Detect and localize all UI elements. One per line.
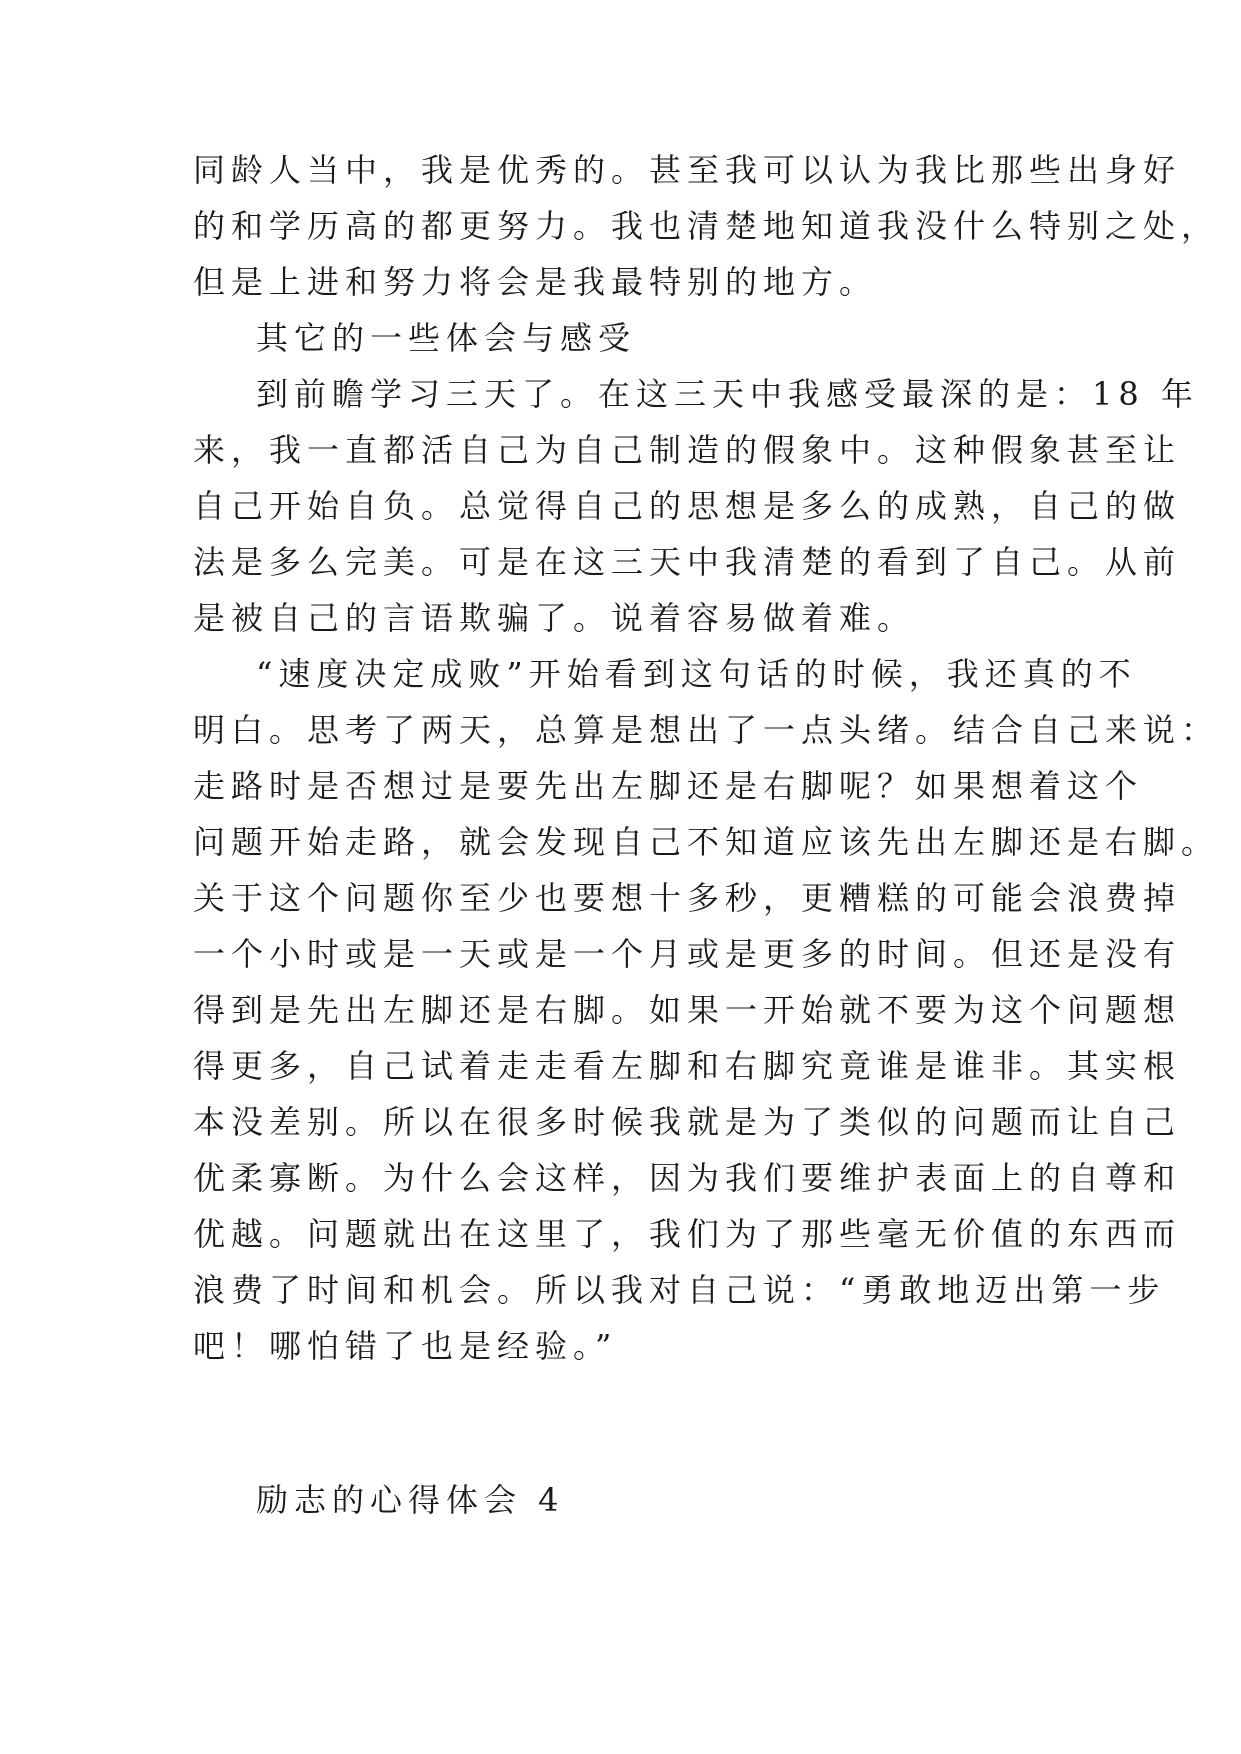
text-line: 问题开始走路，就会发现自己不知道应该先出左脚还是右脚。 [193,823,1220,861]
text-line: 优越。问题就出在这里了，我们为了那些毫无价值的东西而 [193,1215,1182,1253]
text-line: “速度决定成败”开始看到这句话的时候，我还真的不 [256,655,1137,693]
text-line: 自己开始自负。总觉得自己的思想是多么的成熟，自己的做 [193,487,1182,525]
section-heading: 其它的一些体会与感受 [256,319,637,357]
text-line: 关于这个问题你至少也要想十多秒，更糟糕的可能会浪费掉 [193,879,1182,917]
text-line: 同龄人当中，我是优秀的。甚至我可以认为我比那些出身好 [193,151,1182,189]
text-line: 本没差别。所以在很多时候我就是为了类似的问题而让自己 [193,1103,1182,1141]
text-line: 是被自己的言语欺骗了。说着容易做着难。 [193,599,916,637]
text-line: 得更多，自己试着走走看左脚和右脚究竟谁是谁非。其实根 [193,1047,1182,1085]
text-line: 但是上进和努力将会是我最特别的地方。 [193,263,878,301]
section-heading: 励志的心得体会 4 [256,1481,565,1519]
text-line: 浪费了时间和机会。所以我对自己说：“勇敢地迈出第一步 [193,1271,1166,1309]
text-line: 走路时是否想过是要先出左脚还是右脚呢？如果想着这个 [193,767,1144,805]
text-line: 一个小时或是一天或是一个月或是更多的时间。但还是没有 [193,935,1182,973]
text-line: 吧！哪怕错了也是经验。” [193,1327,618,1365]
text-line: 来，我一直都活自己为自己制造的假象中。这种假象甚至让 [193,431,1182,469]
text-line: 得到是先出左脚还是右脚。如果一开始就不要为这个问题想 [193,991,1182,1029]
text-line: 到前瞻学习三天了。在这三天中我感受最深的是：18 年 [256,375,1199,413]
text-line: 明白。思考了两天，总算是想出了一点头绪。结合自己来说： [193,711,1220,749]
text-line: 优柔寡断。为什么会这样，因为我们要维护表面上的自尊和 [193,1159,1182,1197]
text-line: 法是多么完美。可是在这三天中我清楚的看到了自己。从前 [193,543,1182,581]
text-line: 的和学历高的都更努力。我也清楚地知道我没什么特别之处， [193,207,1220,245]
